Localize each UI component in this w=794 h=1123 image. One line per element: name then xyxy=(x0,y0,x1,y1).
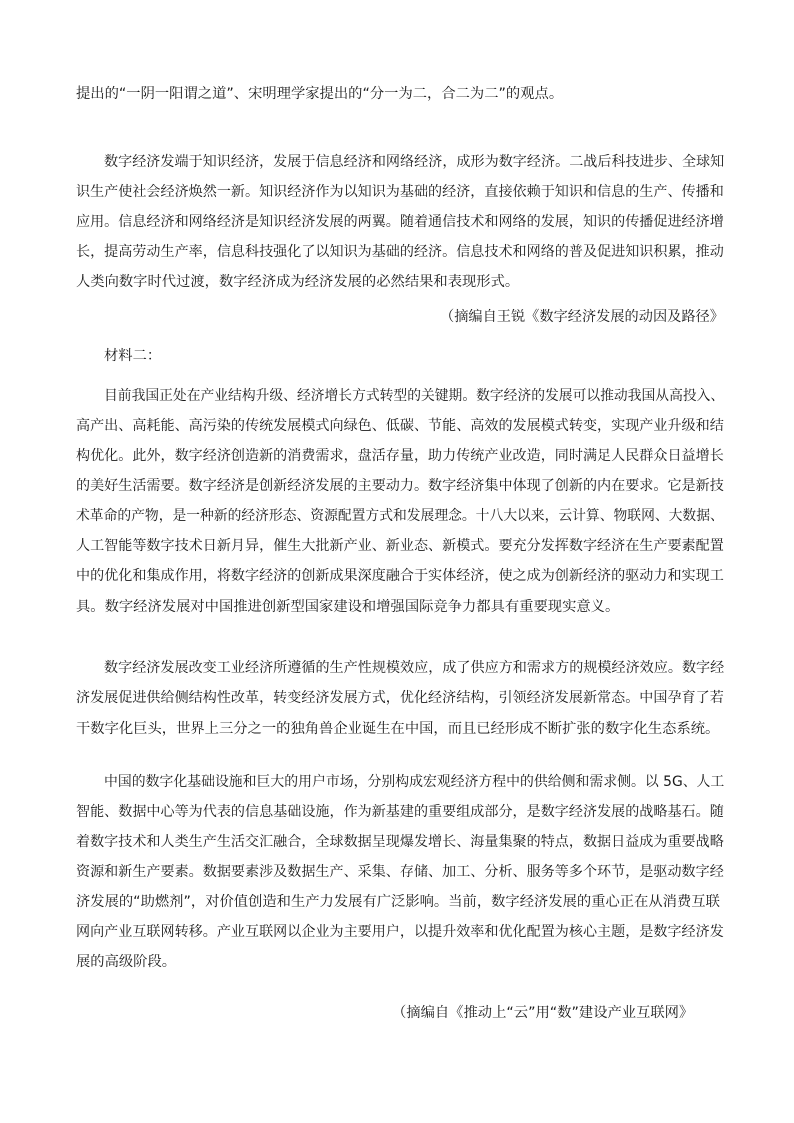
paragraph-line: 网向产业互联网转移。产业互联网以企业为主要用户，以提升效率和优化配置为核心主题，是数字经济发 xyxy=(76,924,724,940)
paragraph-line: 数字经济发展改变工业经济所遵循的生产性规模效应，成了供应方和需求方的规模经济效应。数字经 xyxy=(104,660,725,676)
paragraph-line: 具。数字经济发展对中国推进创新型国家建设和增强国际竞争力都具有重要现实意义。 xyxy=(76,599,620,615)
paragraph-line: 干数字化巨头，世界上三分之一的独角兽企业诞生在中国，而且已经形成不断扩张的数字化生态系统。 xyxy=(76,721,720,737)
paragraph-line: 识生产使社会经济焕然一新。知识经济作为以知识为基础的经济，直接依赖于知识和信息的生产、传播和 xyxy=(76,184,724,200)
source-citation: （摘编自王锐《数字经济发展的动因及路径》 xyxy=(440,309,724,325)
paragraph-line: 济发展促进供给侧结构性改革，转变经济发展方式，优化经济结构，引领经济发展新常态。中国孕育了若 xyxy=(76,690,724,706)
paragraph-line: 人类向数字时代过渡，数字经济成为经济发展的必然结果和表现形式。 xyxy=(76,274,520,290)
material-label: 材料二： xyxy=(104,348,162,364)
paragraph-line: 构优化。此外，数字经济创造新的消费需求，盘活存量，助力传统产业改造，同时满足人民群众日益增长 xyxy=(76,448,724,464)
paragraph-line: 术革命的产物，是一种新的经济形态、资源配置方式和发展理念。十八大以来，云计算、物联网、大数据、 xyxy=(76,508,724,524)
paragraph-line: 应用。信息经济和网络经济是知识经济发展的两翼。随着通信技术和网络的发展，知识的传播促进经济增 xyxy=(76,214,724,230)
paragraph-line: 目前我国正处在产业结构升级、经济增长方式转型的关键期。数字经济的发展可以推动我国从高投入、 xyxy=(104,388,725,404)
paragraph-line: 智能、数据中心等为代表的信息基础设施，作为新基建的重要组成部分，是数字经济发展的战略基石。随 xyxy=(76,804,724,820)
paragraph-line: 人工智能等数字技术日新月异，催生大批新产业、新业态、新模式。要充分发挥数字经济在生产要素配置 xyxy=(76,538,724,554)
paragraph-line: 长，提高劳动生产率，信息科技强化了以知识为基础的经济。信息技术和网络的普及促进知识积累，推动 xyxy=(76,244,724,260)
paragraph-line: 中的优化和集成作用，将数字经济的创新成果深度融合于实体经济，使之成为创新经济的驱动力和实现工 xyxy=(76,568,724,584)
paragraph-line: 中国的数字化基础设施和巨大的用户市场，分别构成宏观经济方程中的供给侧和需求侧。以 5G、人工 xyxy=(104,774,725,790)
paragraph-line: 济发展的“助燃剂”，对价值创造和生产力发展有广泛影响。当前，数字经济发展的重心正在从消费互联 xyxy=(76,894,720,910)
paragraph-line: 展的高级阶段。 xyxy=(76,954,177,970)
paragraph-line: 数字经济发端于知识经济，发展于信息经济和网络经济，成形为数字经济。二战后科技进步、全球知 xyxy=(104,154,725,170)
paragraph-line: 提出的“一阴一阳谓之道”、宋明理学家提出的“分一为二，合二为二”的观点。 xyxy=(76,86,564,102)
paragraph-line: 的美好生活需要。数字经济是创新经济发展的主要动力。数字经济集中体现了创新的内在要求。它是新技 xyxy=(76,478,724,494)
source-citation: （摘编自《推动上“云”用“数”建设产业互联网》 xyxy=(392,1005,694,1021)
paragraph-line: 高产出、高耗能、高污染的传统发展模式向绿色、低碳、节能、高效的发展模式转变，实现产业升级和结 xyxy=(76,418,724,434)
paragraph-line: 资源和新生产要素。数据要素涉及数据生产、采集、存储、加工、分析、服务等多个环节，是驱动数字经 xyxy=(76,864,724,880)
paragraph-line: 着数字技术和人类生产生活交汇融合，全球数据呈现爆发增长、海量集聚的特点，数据日益成为重要战略 xyxy=(76,834,724,850)
